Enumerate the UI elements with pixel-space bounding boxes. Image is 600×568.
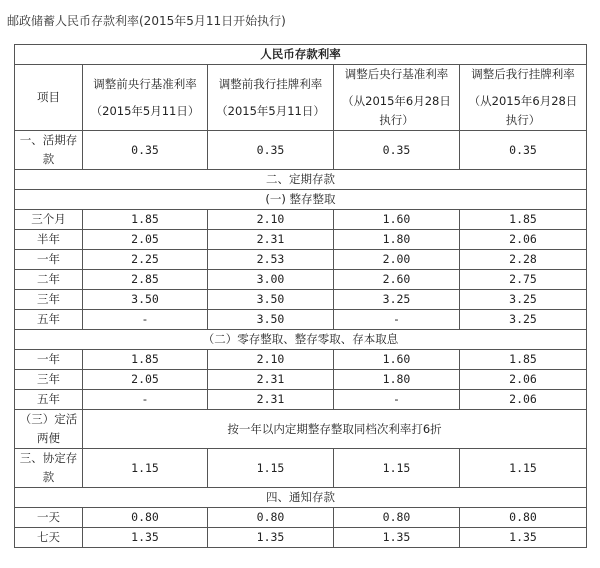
- section-title-notice: 四、通知存款: [15, 488, 587, 508]
- section-title-lump-sum: (一) 整存整取: [15, 190, 587, 210]
- rate-cell: 3.00: [208, 270, 334, 290]
- table-row: [15, 528, 587, 548]
- deposit-rate-table: [14, 44, 587, 548]
- header-main: 调整前我行挂牌利率: [218, 76, 323, 91]
- term-label: 一年: [15, 250, 83, 270]
- section-title-installment: （二）零存整取、整存零取、存本取息: [15, 330, 587, 350]
- rate-cell: 0.35: [334, 131, 460, 170]
- table-row-agreement: [15, 449, 587, 488]
- rate-cell: 1.15: [334, 449, 460, 488]
- rate-cell: 2.60: [334, 270, 460, 290]
- row-label: 一、活期存款: [15, 131, 83, 170]
- rate-cell: 2.05: [83, 230, 208, 250]
- term-label: 一天: [15, 508, 83, 528]
- rate-cell: -: [83, 310, 208, 330]
- rate-cell: 3.25: [334, 290, 460, 310]
- rate-cell: 2.28: [460, 250, 587, 270]
- header-post-central: [334, 65, 460, 131]
- term-label: 一年: [15, 350, 83, 370]
- rate-cell: 3.50: [208, 310, 334, 330]
- header-row: [15, 65, 587, 131]
- term-label: 七天: [15, 528, 83, 548]
- table-row: [15, 250, 587, 270]
- rate-cell: 1.85: [83, 350, 208, 370]
- rate-cell: 0.80: [334, 508, 460, 528]
- rate-cell: 2.10: [208, 210, 334, 230]
- rate-cell: 1.35: [208, 528, 334, 548]
- table-row: [15, 310, 587, 330]
- header-main: 调整前央行基准利率: [93, 76, 197, 91]
- rate-cell: 2.06: [460, 390, 587, 410]
- rate-cell: 1.60: [334, 210, 460, 230]
- row-label: 三、协定存款: [15, 449, 83, 488]
- rate-cell: -: [334, 390, 460, 410]
- rate-cell: 2.31: [208, 230, 334, 250]
- section-row: [15, 170, 587, 190]
- rate-cell: 3.50: [208, 290, 334, 310]
- term-label: 三个月: [15, 210, 83, 230]
- table-row: [15, 270, 587, 290]
- header-main: 调整后我行挂牌利率: [471, 67, 575, 81]
- term-label: 三年: [15, 370, 83, 390]
- rate-cell: 1.80: [334, 230, 460, 250]
- rate-cell: 2.00: [334, 250, 460, 270]
- section-row: [15, 330, 587, 350]
- table-row-flexible: [15, 410, 587, 449]
- rate-cell: 1.15: [460, 449, 587, 488]
- header-pre-central: [83, 65, 208, 131]
- table-row-demand: [15, 131, 587, 170]
- rate-cell: 0.80: [83, 508, 208, 528]
- header-sub: （从2015年6月28日执行）: [342, 94, 451, 127]
- rate-cell: 1.60: [334, 350, 460, 370]
- rate-cell: 2.31: [208, 370, 334, 390]
- table-row: [15, 290, 587, 310]
- row-label: （三）定活两便: [15, 410, 83, 449]
- rate-cell: 3.25: [460, 310, 587, 330]
- rate-cell: 2.31: [208, 390, 334, 410]
- rate-cell: 2.85: [83, 270, 208, 290]
- rate-cell: 1.35: [83, 528, 208, 548]
- caption-row: [15, 45, 587, 65]
- table-row: [15, 508, 587, 528]
- rate-cell: -: [83, 390, 208, 410]
- rate-cell: 2.53: [208, 250, 334, 270]
- rate-cell: 2.05: [83, 370, 208, 390]
- rate-cell: 0.80: [460, 508, 587, 528]
- term-label: 五年: [15, 310, 83, 330]
- rate-cell: 1.15: [83, 449, 208, 488]
- term-label: 半年: [15, 230, 83, 250]
- rate-cell: 1.85: [460, 350, 587, 370]
- rate-cell: 1.35: [334, 528, 460, 548]
- rate-cell: 3.25: [460, 290, 587, 310]
- rate-cell: 2.75: [460, 270, 587, 290]
- header-sub: （2015年5月11日）: [90, 103, 200, 118]
- rate-cell: 2.06: [460, 370, 587, 390]
- rate-cell: -: [334, 310, 460, 330]
- rate-cell: 1.35: [460, 528, 587, 548]
- header-pre-bank: [208, 65, 334, 131]
- term-label: 三年: [15, 290, 83, 310]
- table-caption: 人民币存款利率: [15, 45, 587, 65]
- table-row: [15, 230, 587, 250]
- rate-cell: 0.80: [208, 508, 334, 528]
- section-row: [15, 190, 587, 210]
- rate-cell: 2.06: [460, 230, 587, 250]
- header-item: 项目: [15, 65, 83, 131]
- header-sub: （从2015年6月28日执行）: [468, 94, 578, 127]
- header-sub: （2015年5月11日）: [216, 103, 325, 118]
- table-row: [15, 390, 587, 410]
- rate-cell: 1.85: [460, 210, 587, 230]
- table-row: [15, 370, 587, 390]
- rate-cell: 0.35: [83, 131, 208, 170]
- header-post-bank: [460, 65, 587, 131]
- rate-cell: 2.25: [83, 250, 208, 270]
- rate-cell: 0.35: [460, 131, 587, 170]
- section-row: [15, 488, 587, 508]
- term-label: 二年: [15, 270, 83, 290]
- rate-cell: 1.85: [83, 210, 208, 230]
- term-label: 五年: [15, 390, 83, 410]
- rate-cell: 3.50: [83, 290, 208, 310]
- rate-cell: 2.10: [208, 350, 334, 370]
- section-title-time-deposit: 二、定期存款: [15, 170, 587, 190]
- flexible-note: 按一年以内定期整存整取同档次利率打6折: [83, 410, 587, 449]
- table-row: [15, 350, 587, 370]
- header-main: 调整后央行基准利率: [344, 67, 449, 81]
- rate-cell: 1.15: [208, 449, 334, 488]
- rate-cell: 1.80: [334, 370, 460, 390]
- rate-cell: 0.35: [208, 131, 334, 170]
- page-title: 邮政储蓄人民币存款利率(2015年5月11日开始执行): [7, 14, 286, 28]
- table-row: [15, 210, 587, 230]
